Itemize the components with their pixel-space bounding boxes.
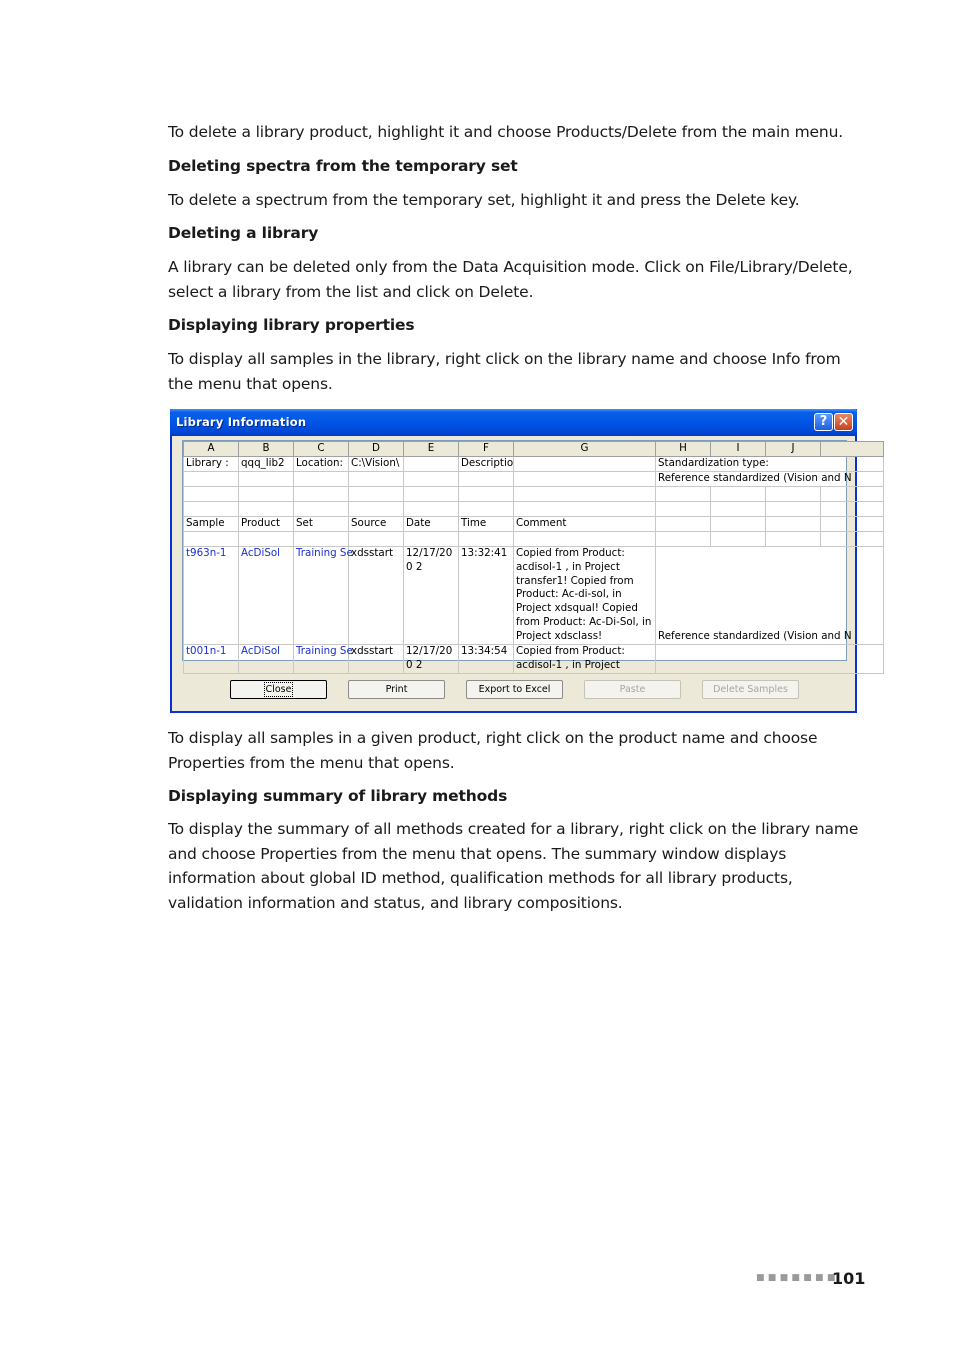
column-header[interactable]: F (459, 442, 514, 457)
product-cell[interactable]: AcDiSol (239, 547, 294, 645)
grid-cell[interactable] (711, 487, 766, 502)
footer-dots: ■■■■■■■ (756, 1273, 839, 1283)
source-cell[interactable]: xdsstart (349, 645, 404, 674)
column-header[interactable] (821, 442, 884, 457)
paragraph-delete-spectrum: To delete a spectrum from the temporary set, highlight it and press the Delete key. (168, 191, 800, 209)
sample-cell[interactable]: t001n-1 (184, 645, 239, 674)
grid-cell[interactable] (404, 457, 459, 472)
table-row (184, 517, 884, 532)
grid-cell[interactable] (404, 532, 459, 547)
paragraph-library-properties: To display all samples in the library, right click on the library name and choose Info from the menu that opens. (168, 350, 841, 393)
date-cell[interactable]: 12/17/200 2 (404, 547, 459, 645)
table-row (184, 472, 884, 487)
grid-cell[interactable] (514, 532, 656, 547)
delete-samples-button-label: Delete Samples (713, 684, 788, 695)
grid-cell[interactable] (514, 502, 656, 517)
close-button-label: Close (265, 684, 292, 695)
standardization-cell[interactable]: Reference standardized (Vision and N (656, 547, 884, 645)
grid-cell[interactable]: qqq_lib2 (239, 457, 294, 472)
column-header[interactable]: H (656, 442, 711, 457)
dialog-title: Library Information (176, 415, 307, 429)
page-number: 101 (832, 1269, 866, 1288)
grid-cell[interactable] (294, 502, 349, 517)
grid-cell[interactable]: Sample (184, 517, 239, 532)
column-header[interactable]: E (404, 442, 459, 457)
date-cell[interactable]: 12/17/200 2 (404, 645, 459, 674)
grid-cell[interactable] (766, 517, 821, 532)
grid-cell[interactable] (239, 502, 294, 517)
grid-cell[interactable] (404, 502, 459, 517)
grid-cell[interactable] (514, 472, 656, 487)
heading-deleting-spectra: Deleting spectra from the temporary set (168, 157, 518, 175)
grid-cell[interactable]: Location: (294, 457, 349, 472)
table-row (184, 547, 884, 645)
library-information-dialog (170, 409, 857, 713)
column-header-row (184, 442, 884, 457)
heading-library-properties: Displaying library properties (168, 316, 415, 334)
table-row (184, 487, 884, 502)
close-icon[interactable]: ✕ (834, 413, 853, 431)
comment-cell[interactable]: Copied from Product: acdisol-1 , in Project transfer1! Copied from Product: Ac-di-sol, in Project xdsqual! Copied from Product: Ac-Di-Sol, in Project xdsclass! (514, 547, 656, 645)
grid-cell[interactable] (184, 502, 239, 517)
heading-summary-methods: Displaying summary of library methods (168, 787, 508, 805)
source-cell[interactable]: xdsstart (349, 547, 404, 645)
grid-cell[interactable] (656, 487, 711, 502)
paragraph-delete-product: To delete a library product, highlight it and choose Products/Delete from the main menu. (168, 123, 844, 141)
grid-cell[interactable]: Descriptio (459, 457, 514, 472)
column-header[interactable]: B (239, 442, 294, 457)
grid-cell[interactable] (766, 532, 821, 547)
library-grid[interactable] (182, 440, 852, 671)
grid-cell[interactable]: Standardization type: (656, 457, 884, 472)
time-cell[interactable]: 13:34:54 (459, 645, 514, 674)
dialog-titlebar[interactable] (170, 409, 857, 436)
comment-cell[interactable]: Copied from Product: acdisol-1 , in Project (514, 645, 656, 674)
column-header[interactable]: C (294, 442, 349, 457)
grid-cell[interactable] (239, 487, 294, 502)
help-icon[interactable]: ? (814, 413, 833, 431)
grid-cell[interactable] (294, 532, 349, 547)
paragraph-product-properties: To display all samples in a given product, right click on the product name and choose Properties from the menu that opens. (168, 729, 818, 772)
print-button-label: Print (385, 684, 408, 695)
paragraph-summary-methods: To display the summary of all methods created for a library, right click on the library name and choose Properties from the menu that opens. The summary window displays information about global ID method, qualification methods for all library products, validation information and status, and library compositions. (168, 820, 859, 912)
print-button[interactable] (348, 680, 445, 699)
grid-cell[interactable]: Library : (184, 457, 239, 472)
grid-cell[interactable] (821, 487, 884, 502)
grid-cell[interactable]: Source (349, 517, 404, 532)
grid-cell[interactable] (239, 532, 294, 547)
column-header[interactable]: D (349, 442, 404, 457)
export-to-excel-button[interactable] (466, 680, 563, 699)
grid-cell[interactable] (349, 532, 404, 547)
grid-cell[interactable]: C:\Vision\ (349, 457, 404, 472)
column-header[interactable]: A (184, 442, 239, 457)
grid-cell[interactable] (239, 472, 294, 487)
grid-cell[interactable] (711, 532, 766, 547)
export-button-label: Export to Excel (478, 684, 551, 695)
grid-cell[interactable] (766, 487, 821, 502)
paragraph-delete-library: A library can be deleted only from the Data Acquisition mode. Click on File/Library/Delete, select a library from the list and click on Delete. (168, 258, 853, 301)
grid-cell[interactable] (184, 487, 239, 502)
grid-cell[interactable] (821, 502, 884, 517)
grid-cell[interactable] (404, 472, 459, 487)
grid-cell[interactable] (184, 532, 239, 547)
grid-cell[interactable] (349, 487, 404, 502)
grid-cell[interactable] (821, 532, 884, 547)
grid-cell[interactable] (459, 487, 514, 502)
grid-cell[interactable] (766, 502, 821, 517)
paste-button[interactable] (584, 680, 681, 699)
grid-cell[interactable]: Reference standardized (Vision and N (656, 472, 884, 487)
grid-cell[interactable] (459, 502, 514, 517)
time-cell[interactable]: 13:32:41 (459, 547, 514, 645)
column-header[interactable]: J (766, 442, 821, 457)
column-header[interactable]: G (514, 442, 656, 457)
grid-cell[interactable] (459, 532, 514, 547)
table-row (184, 532, 884, 547)
grid-cell[interactable] (184, 472, 239, 487)
grid-cell[interactable]: Product (239, 517, 294, 532)
set-cell[interactable]: Training Se (294, 547, 349, 645)
heading-deleting-library: Deleting a library (168, 224, 319, 242)
grid-cell[interactable]: Set (294, 517, 349, 532)
grid-cell[interactable] (656, 532, 711, 547)
grid-cell[interactable] (656, 517, 711, 532)
table-row (184, 645, 884, 674)
set-cell[interactable]: Training Se (294, 645, 349, 674)
grid-cell[interactable] (349, 472, 404, 487)
grid-cell[interactable] (656, 502, 711, 517)
grid-cell[interactable] (294, 487, 349, 502)
close-button[interactable] (230, 680, 327, 699)
sample-cell[interactable]: t963n-1 (184, 547, 239, 645)
grid-cell[interactable] (459, 472, 514, 487)
paste-button-label: Paste (619, 684, 646, 695)
grid-cell[interactable] (711, 502, 766, 517)
grid-cell[interactable] (514, 457, 656, 472)
grid-cell[interactable] (821, 517, 884, 532)
table-row (184, 457, 884, 472)
grid-cell[interactable]: Date (404, 517, 459, 532)
library-table (183, 441, 884, 674)
delete-samples-button[interactable] (702, 680, 799, 699)
grid-cell[interactable] (404, 487, 459, 502)
grid-cell[interactable] (656, 645, 884, 674)
grid-cell[interactable]: Time (459, 517, 514, 532)
grid-cell[interactable] (294, 472, 349, 487)
table-row (184, 502, 884, 517)
grid-cell[interactable] (514, 487, 656, 502)
product-cell[interactable]: AcDiSol (239, 645, 294, 674)
column-header[interactable]: I (711, 442, 766, 457)
grid-cell[interactable] (349, 502, 404, 517)
grid-cell[interactable] (711, 517, 766, 532)
grid-cell[interactable]: Comment (514, 517, 656, 532)
